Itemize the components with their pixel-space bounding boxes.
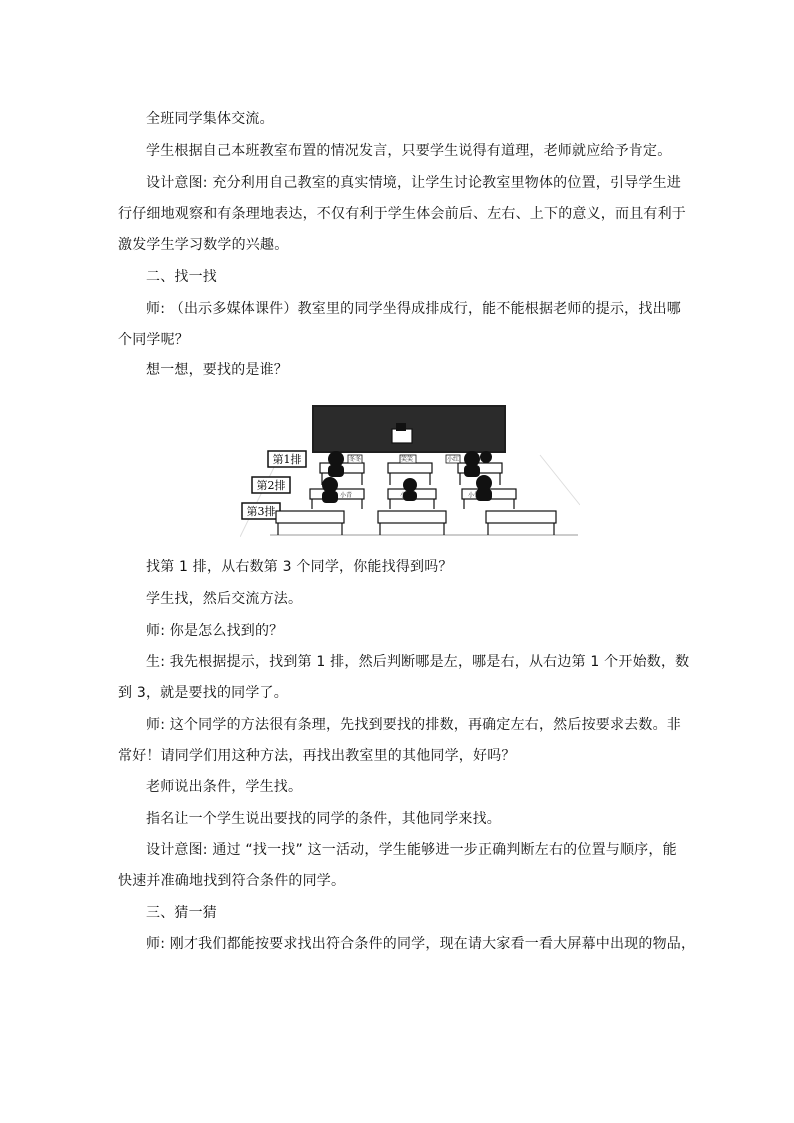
text-line: 常好！请同学们用这种方法，再找出教室里的其他同学，好吗？ — [118, 748, 516, 764]
row-label-text: 第1排 — [272, 453, 302, 466]
text-line: 指名让一个学生说出要找的同学的条件，其他同学来找。 — [146, 811, 501, 827]
desk-name-card: 小红 — [447, 456, 460, 463]
text-line: 到 3，就是要找的同学了。 — [118, 685, 288, 701]
desk-name-card: 小佳 — [468, 492, 481, 499]
paragraph — [118, 929, 696, 960]
paragraph — [118, 804, 678, 835]
text-line: 快速并准确地找到符合条件的同学。 — [118, 873, 346, 889]
text-line: 学生根据自己本班教室布置的情况发言，只要学生说得有道理，老师就应给予肯定。 — [146, 143, 672, 159]
text-line: 个同学呢？ — [118, 332, 189, 348]
paragraph — [118, 136, 678, 167]
text-line: 设计意图: 充分利用自己教室的真实情境，让学生讨论教室里物体的位置，引导学生进 — [146, 175, 681, 191]
paragraph — [118, 710, 681, 772]
text-line: 生: 我先根据提示，找到第 1 排，然后判断哪是左，哪是右，从右边第 1 个开始数，数 — [146, 654, 690, 670]
text-line: 找第 1 排，从右数第 3 个同学，你能找得到吗？ — [146, 559, 453, 575]
paragraph — [118, 616, 678, 647]
row-label-3 — [242, 503, 280, 519]
paragraph — [118, 584, 678, 615]
row-label-text: 第3排 — [246, 505, 276, 518]
text-line: 三、猜一猜 — [146, 905, 217, 921]
paragraph — [118, 772, 678, 803]
text-line: 全班同学集体交流。 — [146, 111, 274, 127]
row-label-text: 第2排 — [256, 479, 286, 492]
text-line: 学生找，然后交流方法。 — [146, 591, 303, 607]
paragraph — [118, 355, 678, 386]
desk-name-card: 冬冬 — [349, 456, 362, 463]
desk-name-card: 小青 — [340, 492, 353, 499]
text-line: 行仔细地观察和有条理地表达，不仅有利于学生体会前后、左右、上下的意义，而且有利于 — [118, 206, 686, 222]
text-line: 二、找一找 — [146, 269, 217, 285]
section-heading — [118, 898, 678, 929]
paragraph — [118, 647, 690, 709]
text-line: 师: 你是怎么找到的？ — [146, 623, 284, 639]
text-line: 设计意图: 通过 “找一找” 这一活动，学生能够进一步正确判断左右的位置与顺序，能 — [146, 842, 677, 858]
design-intent-paragraph — [118, 835, 678, 897]
row-label-1 — [268, 451, 306, 467]
section-heading — [118, 262, 678, 293]
text-line: 想一想，要找的是谁？ — [146, 362, 288, 378]
text-line: 激发学生学习数学的兴趣。 — [118, 237, 289, 253]
text-line: 师: 刚才我们都能按要求找出符合条件的同学，现在请大家看一看大屏幕中出现的物品， — [146, 936, 696, 952]
paragraph — [118, 552, 678, 583]
paragraph — [118, 294, 681, 356]
desk-name-card: 笑笑 — [401, 456, 414, 463]
text-line: 师: （出示多媒体课件）教室里的同学坐得成排成行，能不能根据老师的提示，找出哪 — [146, 301, 681, 317]
classroom-illustration — [240, 385, 580, 537]
row-label-2 — [252, 477, 290, 493]
text-line: 师: 这个同学的方法很有条理，先找到要找的排数，再确定左右，然后按要求去数。非 — [146, 717, 681, 733]
text-line: 老师说出条件，学生找。 — [146, 779, 303, 795]
paragraph — [118, 104, 678, 135]
desk-name-card: 小兰 — [400, 492, 413, 499]
design-intent-paragraph — [118, 168, 686, 261]
